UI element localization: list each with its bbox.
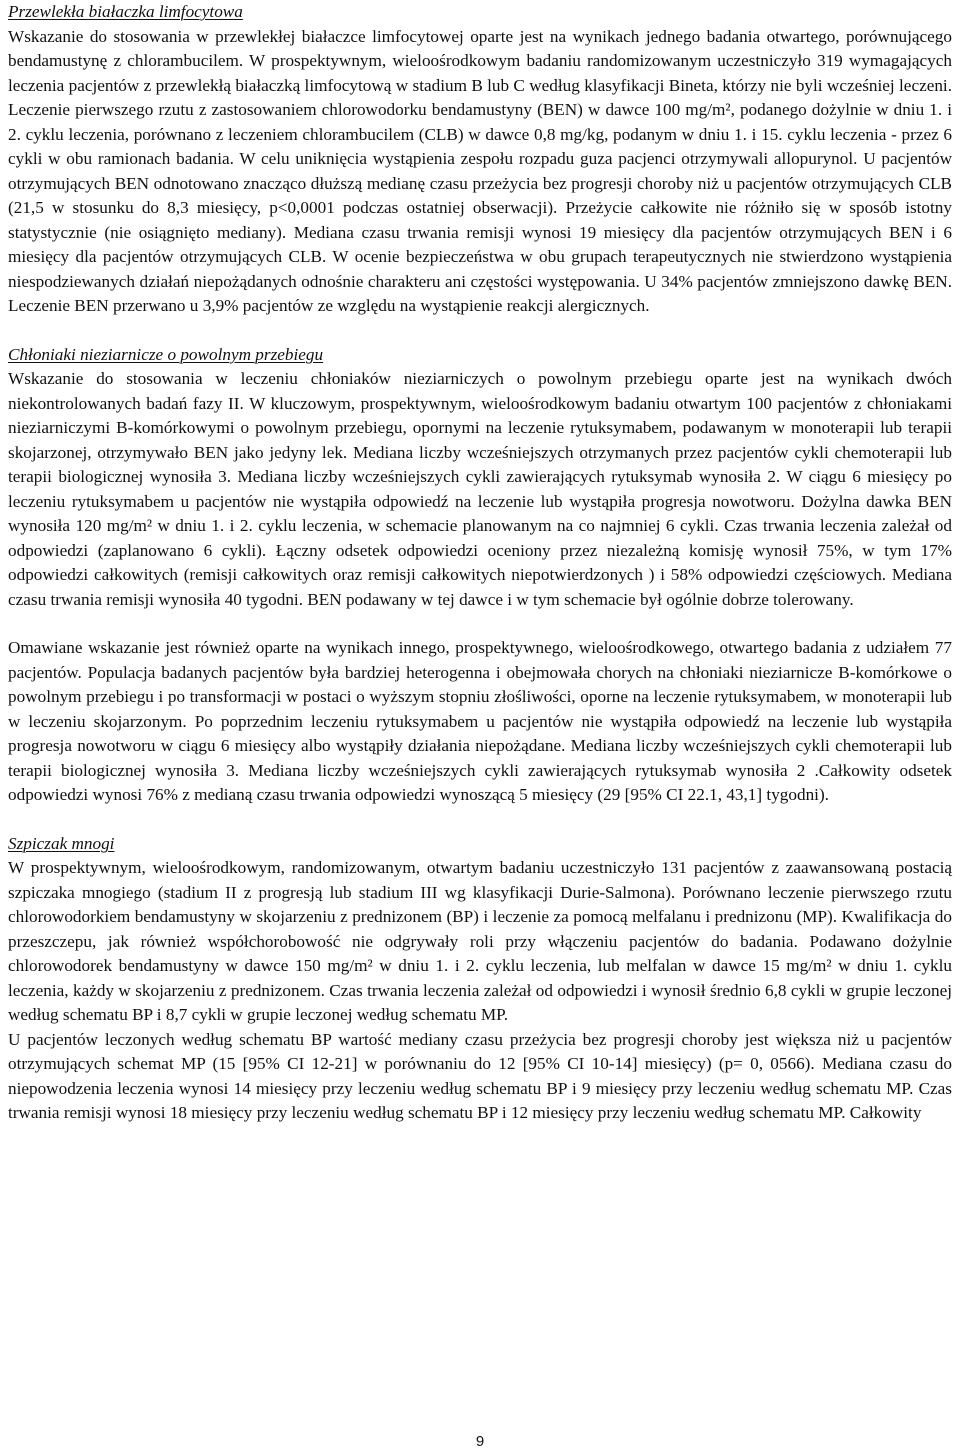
paragraph: Wskazanie do stosowania w przewlekłej białaczce limfocytowej oparte jest na wynikach jednego badania otwartego, porównującego bendamustynę z chlorambucilem. W prospektywnym, wieloośrodkowym badaniu randomizowanym uczestniczyło 319 wymagających leczenia pacjentów z przewlekłą białaczką limfocytową w stadium B lub C według klasyfikacji Bineta, którzy nie byli wcześniej leczeni. Leczenie pierwszego rzutu z zastosowaniem chlorowodorku bendamustyny (BEN) w dawce 100 mg/m², podanego dożylnie w dniu 1. i 2. cyklu leczenia, porównano z leczeniem chlorambucilem (CLB) w dawce 0,8 mg/kg, podanym w dniu 1. i 15. cyklu leczenia - przez 6 cykli w obu ramionach badania. W celu uniknięcia wystąpienia zespołu rozpadu guza pacjenci otrzymywali allopurynol. U pacjentów otrzymujących BEN odnotowano znacząco dłuższą medianę czasu przeżycia bez progresji choroby niż u pacjentów otrzymujących CLB (21,5 w stosunku do 8,3 miesięcy, p<0,0001 podczas ostatniej obserwacji). Przeżycie całkowite nie różniło się w sposób istotny statystycznie (nie osiągnięto mediany). Mediana czasu trwania remisji wynosi 19 miesięcy dla pacjentów otrzymujących BEN i 6 miesięcy dla pacjentów otrzymujących CLB. W ocenie bezpieczeństwa w obu grupach terapeutycznych nie stwierdzono wystąpienia niespodziewanych działań niepożądanych odnośnie charakteru ani częstości występowania. U 34% pacjentów zmniejszono dawkę BEN. Leczenie BEN przerwano u 3,9% pacjentów ze względu na wystąpienie reakcji alergicznych. [8,26,952,315]
section-nhl [8,343,952,808]
section-heading: Przewlekła białaczka limfocytowa [8,2,243,21]
spacer [8,808,952,832]
section-myeloma [8,832,952,1126]
section-cll [8,0,952,319]
page-number: 9 [475,1433,485,1450]
section-heading: Szpiczak mnogi [8,833,115,853]
spacer [8,612,952,636]
paragraph: Wskazanie do stosowania w leczeniu chłoniaków nieziarniczych o powolnym przebiegu oparte jest na wynikach dwóch niekontrolowanych badań fazy II. W kluczowym, prospektywnym, wieloośrodkowym badaniu otwartym 100 pacjentów z chłoniakami nieziarniczymi B-komórkowymi o powolnym przebiegu, opornymi na leczenie rytuksymabem, podawanym w monoterapii lub terapii skojarzonej, otrzymywało BEN jako jedyny lek. Mediana liczby wcześniejszych otrzymanych przez pacjentów cykli chemoterapii lub terapii biologicznej wynosiła 3. Mediana liczby wcześniejszych cykli zawierających rytuksymab wynosiła 2. W ciągu 6 miesięcy po leczeniu rytuksymabem u pacjentów nie wystąpiła odpowiedź na leczenie lub wystąpiła progresja nowotworu. Dożylna dawka BEN wynosiła 120 mg/m² w dniu 1. i 2. cyklu leczenia, w schemacie planowanym na co najmniej 6 cykli. Czas trwania leczenia zależał od odpowiedzi (zaplanowano 6 cykli). Łączny odsetek odpowiedzi oceniony przez niezależną komisję wynosił 75%, w tym 17% odpowiedzi całkowitych (remisji całkowitych oraz remisji całkowitych niepotwierdzonych ) i 58% odpowiedzi częściowych. Mediana czasu trwania remisji wynosiła 40 tygodni. BEN podawany w tej dawce i w tym schemacie był ogólnie dobrze tolerowany. [8,369,952,609]
document-page [8,0,952,1126]
paragraph: W prospektywnym, wieloośrodkowym, randomizowanym, otwartym badaniu uczestniczyło 131 pacjentów z zaawansowaną postacią szpiczaka mnogiego (stadium II z progresją lub stadium III wg klasyfikacji Durie-Salmona). Porównano leczenie pierwszego rzutu chlorowodorkiem bendamustyny w skojarzeniu z prednizonem (BP) i leczenie za pomocą melfalanu i prednizonu (MP). Kwalifikacja do przeszczepu, jak również współchorobowość nie odgrywały roli przy włączeniu pacjentów do badania. Podawano dożylnie chlorowodorek bendamustyny w dawce 150 mg/m² w dniu 1. i 2. cyklu leczenia, lub melfalan w dawce 15 mg/m² w dniu 1. cyklu leczenia, każdy w skojarzeniu z prednizonem. Czas trwania leczenia zależał od odpowiedzi i wynosił średnio 6,8 cykli w grupie leczonej według schematu BP i 8,7 cykli w grupie leczonej według schematu MP. [8,858,952,1024]
section-heading: Chłoniaki nieziarnicze o powolnym przebiegu [8,344,324,364]
paragraph: Omawiane wskazanie jest również oparte na wynikach innego, prospektywnego, wieloośrodkowego, otwartego badania z udziałem 77 pacjentów. Populacja badanych pacjentów była bardziej heterogenna i obejmowała chorych na chłoniaki nieziarnicze B-komórkowe o powolnym przebiegu i po transformacji w postaci o wyższym stopniu złośliwości, oporne na leczenie rytuksymabem, w monoterapii lub w leczeniu skojarzonym. Po poprzednim leczeniu rytuksymabem u pacjentów nie wystąpiła odpowiedź na leczenie lub wystąpiła progresja nowotworu w ciągu 6 miesięcy albo wystąpiły działania niepożądane. Mediana liczby wcześniejszych cykli chemoterapii lub terapii biologicznej wynosiła 3. Mediana liczby wcześniejszych cykli zawierających rytuksymab wynosiła 2 .Całkowity odsetek odpowiedzi wynosi 76% z medianą czasu trwania odpowiedzi wynoszącą 5 miesięcy (29 [95% CI 22.1, 43,1] tygodni). [8,638,952,804]
paragraph: U pacjentów leczonych według schematu BP wartość mediany czasu przeżycia bez progresji choroby jest większa niż u pacjentów otrzymujących schemat MP (15 [95% CI 12-21] w porównaniu do 12 [95% CI 10-14] miesięcy) (p= 0, 0566). Mediana czasu do niepowodzenia leczenia wynosi 14 miesięcy przy leczeniu według schematu BP i 9 miesięcy przy leczeniu według schematu MP. Czas trwania remisji wynosi 18 miesięcy przy leczeniu według schematu BP i 12 miesięcy przy leczeniu według schematu MP. Całkowity [8,1029,952,1122]
spacer [8,319,952,343]
